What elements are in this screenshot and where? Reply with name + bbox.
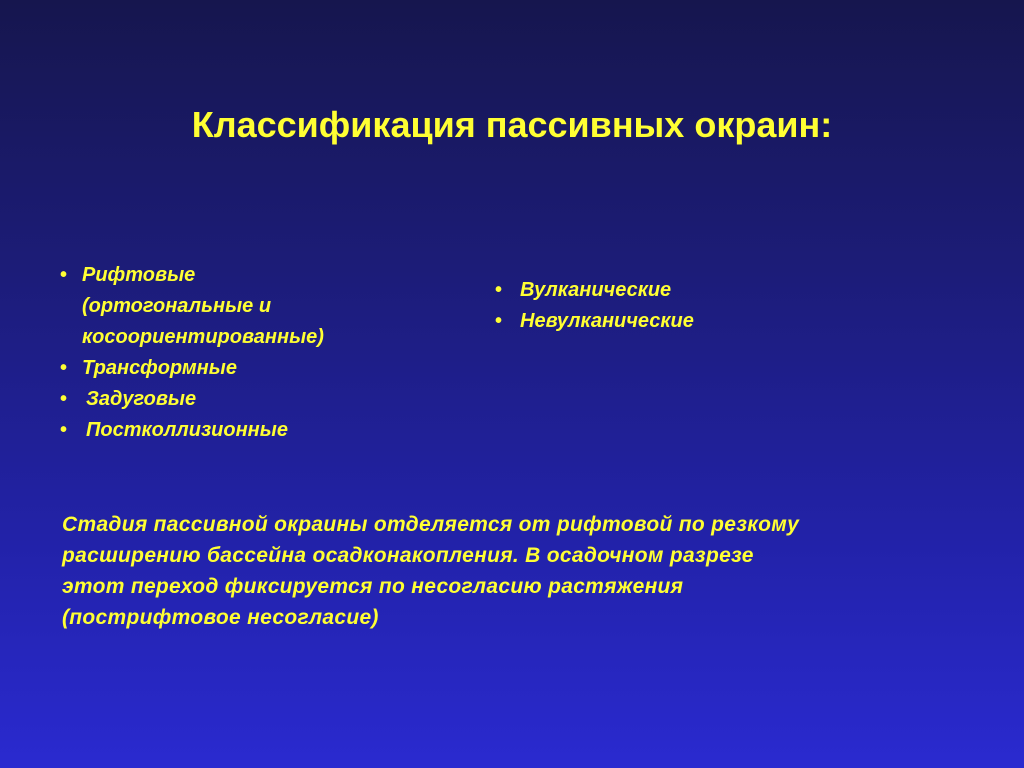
bullet-icon: • — [495, 310, 503, 332]
paragraph-line: этот переход фиксируется по несогласию растяжения — [62, 575, 684, 598]
paragraph-line: (пострифтовое несогласие) — [62, 606, 379, 629]
item-label: Вулканические — [520, 279, 672, 301]
bullet-icon: • — [60, 419, 68, 441]
paragraph-line: Стадия пассивной окраины отделяется от рифтовой по резкому — [62, 513, 800, 536]
description-paragraph — [62, 509, 962, 633]
volcanic-types-list — [495, 275, 694, 337]
item-label: Постколлизионные — [86, 419, 288, 441]
item-label: Невулканические — [520, 310, 694, 332]
list-item — [495, 306, 694, 337]
bullet-icon: • — [60, 357, 68, 379]
margin-types-list — [60, 260, 324, 446]
list-item — [495, 275, 694, 306]
list-item — [60, 384, 324, 415]
list-item — [60, 415, 324, 446]
list-item — [60, 353, 324, 384]
bullet-icon: • — [60, 264, 68, 286]
list-item-rift — [60, 260, 324, 291]
paragraph-line: расширению бассейна осадконакопления. В осадочном разрезе — [62, 544, 754, 567]
rift-detail-line: (ортогональные и — [82, 295, 272, 317]
item-label: Трансформные — [82, 357, 237, 379]
item-label: Рифтовые — [82, 264, 196, 286]
rift-detail-line: косоориентированные) — [82, 326, 324, 348]
slide-title: Классификация пассивных окраин: — [191, 104, 833, 145]
bullet-icon: • — [495, 279, 503, 301]
bullet-icon: • — [60, 388, 68, 410]
item-label: Задуговые — [86, 388, 197, 410]
